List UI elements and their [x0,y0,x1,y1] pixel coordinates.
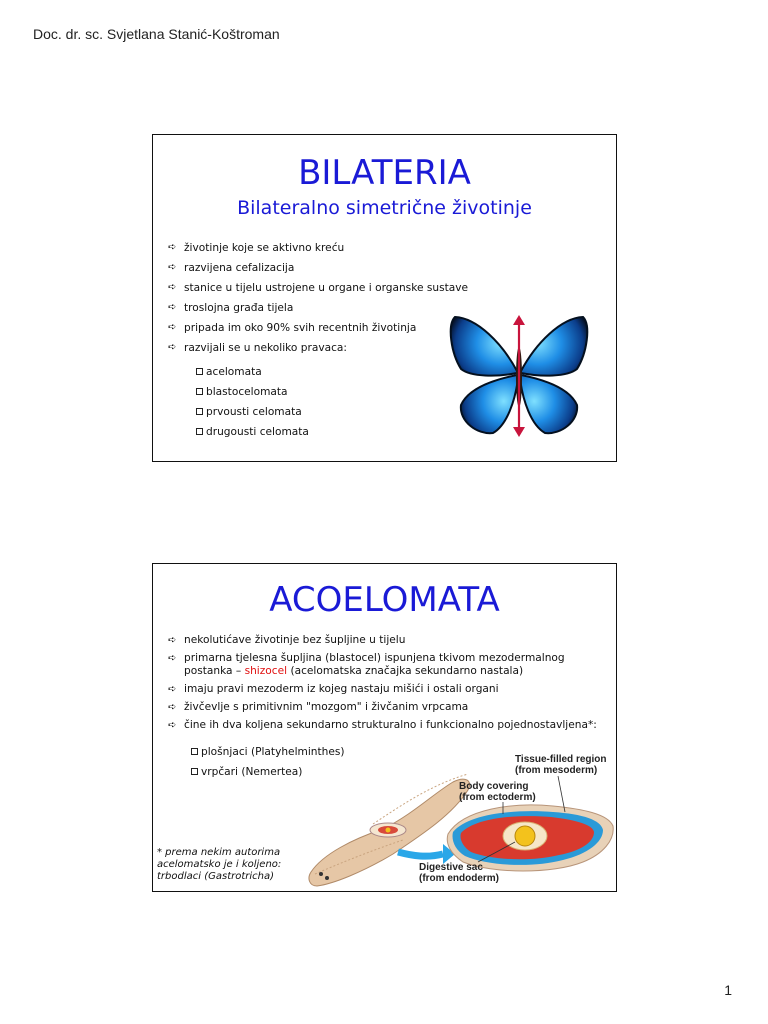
arrow-bullet-icon: ➪ [168,282,177,293]
arrow-bullet-icon: ➪ [168,702,177,713]
footnote: * prema nekim autorima acelomatsko je i koljeno: trbodlaci (Gastrotricha) [157,847,282,882]
arrow-bullet-icon: ➪ [168,322,177,333]
list-item: ➪ imaju pravi mezoderm iz kojeg nastaju mišići i ostali organi [168,683,499,695]
page-number: 1 [724,982,732,998]
list-item: blastocelomata [196,386,309,406]
checkbox-bullet-icon [191,748,198,755]
list-item: ➪ stanice u tijelu ustrojene u organe i organske sustave [168,282,469,294]
list-item: prvousti celomata [196,406,309,426]
list-item: ➪ životinje koje se aktivno kreću [168,242,345,254]
sub-list [196,366,309,446]
bullet-list [168,634,608,737]
list-item: plošnjaci (Platyhelminthes) [191,746,345,766]
list-item: vrpčari (Nemertea) [191,766,345,786]
arrow-bullet-icon: ➪ [168,342,177,353]
slide-subtitle: Bilateralno simetrične životinje [237,197,532,219]
checkbox-bullet-icon [191,768,198,775]
slide-acoelomata [152,563,617,892]
list-item: drugousti celomata [196,426,309,446]
checkbox-bullet-icon [196,388,203,395]
list-item: acelomata [196,366,309,386]
arrow-bullet-icon: ➪ [168,302,177,313]
highlighted-term: shizocel [244,665,288,677]
checkbox-bullet-icon [196,408,203,415]
arrow-bullet-icon: ➪ [168,242,177,253]
butterfly-image [447,313,591,439]
label-tissue-sub: (from mesoderm) [515,765,598,776]
slide-bilateria [152,134,617,462]
list-item: ➪ nekolutićave životinje bez šupljine u tijelu [168,634,406,646]
arrow-bullet-icon: ➪ [168,720,177,731]
label-body: Body covering [459,781,529,792]
list-item: ➪ troslojna građa tijela [168,302,294,314]
label-digestive: Digestive sac [419,862,483,873]
list-item: ➪ živčevlje s primitivnim "mozgom" i živčanim vrpcama [168,701,469,713]
checkbox-bullet-icon [196,368,203,375]
author-header: Doc. dr. sc. Svjetlana Stanić-Koštroman [33,26,280,42]
checkbox-bullet-icon [196,428,203,435]
arrow-bullet-icon: ➪ [168,635,177,646]
list-item: ➪ primarna tjelesna šupljina (blastocel) ispunjena tkivom mezodermalnog postanka – shizocel (acelomatska značajka sekundarno nastala) [168,652,565,677]
label-tissue: Tissue-filled region [515,754,607,765]
list-item: ➪ razvijena cefalizacija [168,262,295,274]
slide-title: BILATERIA [298,153,471,193]
flatworm-cross-section-diagram [303,754,616,891]
bullet-list [168,242,468,362]
label-body-sub: (from ectoderm) [459,792,536,803]
arrow-bullet-icon: ➪ [168,262,177,273]
list-item: ➪ čine ih dva koljena sekundarno strukturalno i funkcionalno pojednostavljena*: [168,719,597,731]
list-item: ➪ razvijali se u nekoliko pravaca: [168,342,347,354]
arrow-bullet-icon: ➪ [168,684,177,695]
slide-title: ACOELOMATA [269,580,500,620]
list-item: ➪ pripada im oko 90% svih recentnih životinja [168,322,417,334]
arrow-bullet-icon: ➪ [168,653,177,664]
label-digestive-sub: (from endoderm) [419,873,499,884]
